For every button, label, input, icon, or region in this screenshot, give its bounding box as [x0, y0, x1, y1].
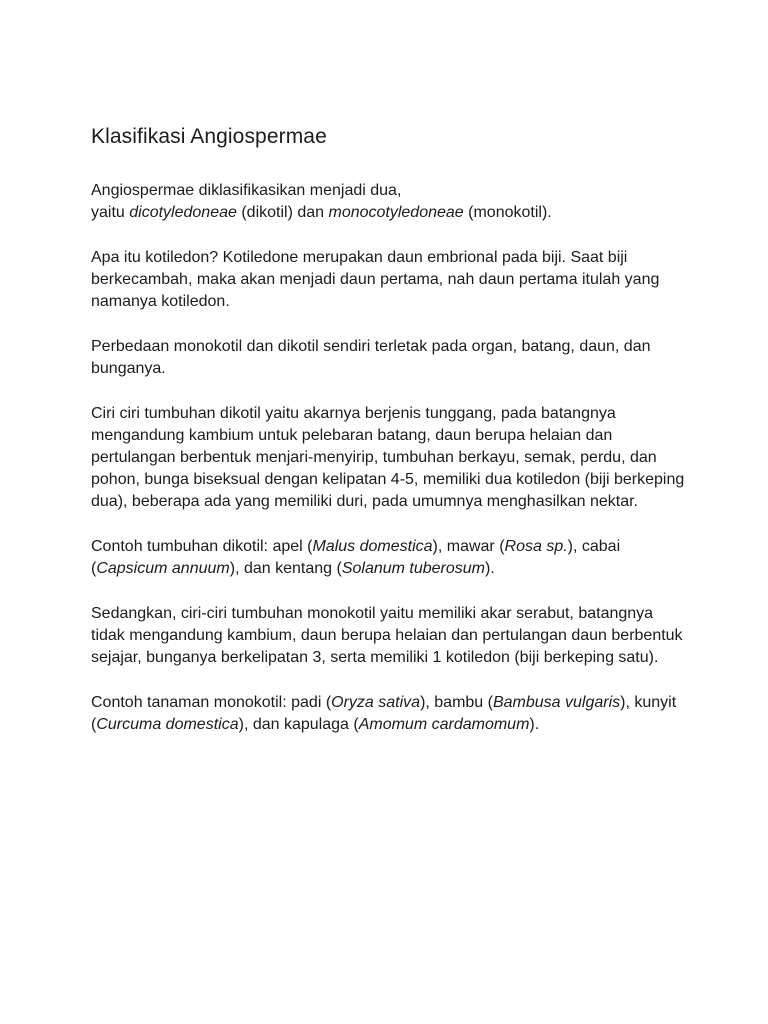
paragraph-text: ), mawar ( [432, 538, 505, 555]
paragraph-text: ), cabai ( [91, 538, 621, 577]
scientific-name: Malus domestica [312, 538, 433, 555]
paragraph [91, 336, 691, 380]
paragraph-text: (monokotil). [463, 204, 552, 221]
scientific-name: Bambusa vulgaris [492, 694, 621, 711]
paragraph-text: ). [485, 560, 495, 577]
scientific-name: Amomum cardamomum [358, 716, 530, 733]
paragraph [91, 692, 691, 736]
paragraph [91, 403, 691, 513]
scientific-name: Curcuma domestica [96, 716, 239, 733]
paragraph-text: Contoh tanaman monokotil: padi ( [91, 694, 332, 711]
paragraph-text: Perbedaan monokotil dan dikotil sendiri terletak pada organ, batang, daun, dan bunganya. [91, 338, 651, 377]
paragraph [91, 180, 691, 224]
scientific-name: dicotyledoneae [129, 204, 237, 221]
paragraph-text: ), bambu ( [420, 694, 493, 711]
paragraph-text: ). [529, 716, 540, 733]
scientific-name: Oryza sativa [331, 694, 421, 711]
paragraph-text: Sedangkan, ciri-ciri tumbuhan monokotil yaitu memiliki akar serabut, batangnya tidak mengandung kambium, daun berupa helaian dan pertulangan daun berbentuk sejajar, bunganya berkelipatan 3, serta memiliki 1 kotiledon (biji berkeping satu). [91, 605, 683, 666]
paragraph-text: ), dan kapulaga ( [238, 716, 359, 733]
scientific-name: Rosa sp. [504, 538, 568, 555]
paragraph-text: (dikotil) dan [236, 204, 329, 221]
scientific-name: Solanum tuberosum [341, 560, 485, 577]
paragraph [91, 536, 691, 580]
paragraph [91, 247, 691, 313]
scientific-name: monocotyledoneae [328, 204, 464, 221]
paragraph [91, 603, 691, 669]
paragraph-text: ), kunyit ( [91, 694, 677, 733]
document-body [91, 180, 691, 736]
paragraph-text: Contoh tumbuhan dikotil: apel ( [91, 538, 313, 555]
document-page [91, 124, 691, 759]
scientific-name: Capsicum annuum [96, 560, 230, 577]
document-title: Klasifikasi Angiospermae [91, 125, 327, 148]
paragraph-text: Apa itu kotiledon? Kotiledone merupakan daun embrional pada biji. Saat biji berkecambah, maka akan menjadi daun pertama, nah daun pertama itulah yang namanya kotiledon. [91, 249, 660, 310]
paragraph-text: Ciri ciri tumbuhan dikotil yaitu akarnya berjenis tunggang, pada batangnya mengandung kambium untuk pelebaran batang, daun berupa helaian dan pertulangan berbentuk menjari-menyirip, tumbuhan berkayu, semak, perdu, dan pohon, bunga biseksual dengan kelipatan 4-5, memiliki dua kotiledon (biji berkeping dua), beberapa ada yang memiliki duri, pada umumnya menghasilkan nektar. [91, 405, 685, 510]
paragraph-text: Angiospermae diklasifikasikan menjadi dua, [91, 182, 402, 199]
paragraph-text: ), dan kentang ( [229, 560, 342, 577]
paragraph-text: yaitu [91, 204, 130, 221]
